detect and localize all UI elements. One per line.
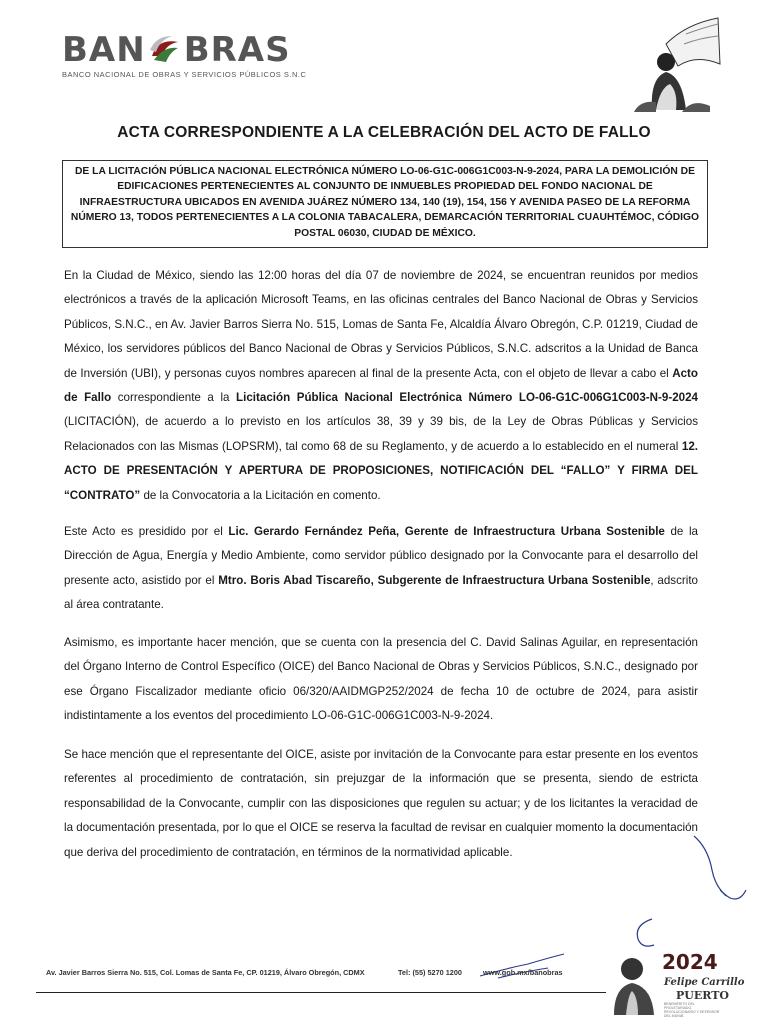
logo-text-left: BAN bbox=[62, 30, 146, 70]
footer-signature bbox=[478, 950, 568, 982]
footer-address: Av. Javier Barros Sierra No. 515, Col. Lomas de Santa Fe, CP. 01219, Álvaro Obregón, CDMX bbox=[46, 968, 365, 977]
p1-text-2: correspondiente a la bbox=[111, 391, 237, 405]
badge-caption: BENEMÉRITO DEL PROLETARIADO, REVOLUCIONARIO Y DEFENSOR DEL MAYAB bbox=[664, 1002, 720, 1018]
logo-text-right: BRAS bbox=[183, 30, 291, 70]
logo-symbol-icon bbox=[148, 34, 182, 66]
logo-wordmark bbox=[62, 30, 292, 70]
p2-bold-1: Lic. Gerardo Fernández Peña, Gerente de Infraestructura Urbana Sostenible bbox=[228, 525, 665, 538]
document-title: ACTA CORRESPONDIENTE A LA CELEBRACIÓN DEL ACTO DE FALLO bbox=[117, 124, 651, 141]
paragraph-4: Se hace mención que el representante del OICE, asiste por invitación de la Convocante para estar presente en los eventos referentes al procedimiento de contratación, sin prejuzgar de la información que se presenta, siendo de estricta responsabilidad de la Convocante, cumplir con las disposiciones que regulen su actuar; y de los licitantes la veracidad de la documentación presentada, por lo que el OICE se reserva la facultad de revisar en cualquier momento la documentación que deriva del procedimiento de contratación, en términos de la normatividad aplicable. bbox=[64, 748, 698, 859]
footer-divider bbox=[36, 992, 606, 993]
banobras-logo bbox=[62, 30, 307, 79]
p1-bold-1: Acto de Fallo bbox=[64, 366, 698, 405]
footer-phone: Tel: (55) 5270 1200 bbox=[398, 968, 462, 977]
p1-bold-2: Licitación Pública Nacional Electrónica Número LO-06-G1C-006G1C003-N-9-2024 bbox=[236, 391, 698, 405]
badge-year: 2024 bbox=[662, 950, 718, 974]
p1-text-4: de la Convocatoria a la Licitación en comento. bbox=[140, 488, 381, 502]
p1-text-3: (LICITACIÓN), de acuerdo a lo previsto en los artículos 38, 39 y 39 bis, de la Ley de Obras Públicas y Servicios Relacionados con las Mismas (LOPSRM), tal como 68 de su Reglamento, y de acuerdo a lo establecido en el numeral bbox=[64, 415, 698, 453]
p2-bold-2: Mtro. Boris Abad Tiscareño, Subgerente de Infraestructura Urbana Sostenible bbox=[218, 573, 651, 587]
p1-bold-3: 12. ACTO DE PRESENTACIÓN Y APERTURA DE PROPOSICIONES, NOTIFICACIÓN DEL “FALLO” Y FIRMA DEL “CONTRATO” bbox=[64, 439, 698, 502]
logo-subtitle: BANCO NACIONAL DE OBRAS Y SERVICIOS PÚBLICOS S.N.C bbox=[62, 70, 307, 79]
paragraph-2 bbox=[64, 520, 698, 618]
subject-box bbox=[62, 160, 708, 248]
badge-name: Felipe Carrillo bbox=[664, 977, 745, 988]
subject-text: DE LA LICITACIÓN PÚBLICA NACIONAL ELECTRÓNICA NÚMERO LO-06-G1C-006G1C003-N-9-2024, PARA LA DEMOLICIÓN DE EDIFICACIONES PERTENECIENTES AL CONJUNTO DE INMUEBLES PROPIEDAD DEL FONDO NACIONAL DE INFRAESTRUCTURA UBICADOS EN AVENIDA JUÁREZ NÚMERO 134, 140 (19), 154, 156 Y AVENIDA PASEO DE LA REFORMA NÚMERO 13, TODOS PERTENECIENTES A LA COLONIA TABACALERA, DEMARCACIÓN TERRITORIAL CUAUHTÉMOC, CÓDIGO POSTAL 06030, CIUDAD DE MÉXICO. bbox=[70, 166, 700, 239]
p1-text-1: En la Ciudad de México, siendo las 12:00 horas del día 07 de noviembre de 2024, se encuentran reunidos por medios electrónicos a través de la aplicación Microsoft Teams, en las oficinas centrales del Banco Nacional de Obras y Servicios Públicos, S.N.C., en Av. Javier Barros Sierra No. 515, Lomas de Santa Fe, Alcaldía Álvaro Obregón, C.P. 01219, Ciudad de México, los servidores públicos del Banco Nacional de Obras y Servicios Públicos, S.N.C. adscritos a la Unidad de Banca de Inversión (UBI), y personas cuyos nombres aparecen al final de la presente Acta, con el objeto de llevar a cabo el bbox=[64, 269, 698, 380]
badge-city: PUERTO bbox=[676, 989, 729, 1002]
patria-emblem-icon bbox=[626, 14, 722, 114]
paragraph-1 bbox=[64, 264, 698, 508]
p2-text-3: , adscrito al área contratante. bbox=[64, 573, 698, 612]
handwritten-signature-mark bbox=[690, 830, 750, 910]
footer-website[interactable]: www.gob.mx/banobras bbox=[483, 968, 563, 977]
p2-text-1: Este Acto es presidido por el bbox=[64, 525, 229, 538]
paragraph-3: Asimismo, es importante hacer mención, que se cuenta con la presencia del C. David Salinas Aguilar, en representación del Órgano Interno de Control Específico (OICE) del Banco Nacional de Obras y Servicios Públicos, S.N.C., designado por ese Órgano Fiscalizador mediante oficio 06/320/AAIDMGP252/2024 de fecha 10 de octubre de 2024, para asistir indistintamente a los eventos del procedimiento LO-06-G1C-006G1C003-N-9-2024. bbox=[64, 636, 698, 723]
p2-text-2: de la Dirección de Agua, Energía y Medio Ambiente, como servidor público designado por la Convocante para el desarrollo del presente acto, asistido por el bbox=[64, 525, 698, 587]
